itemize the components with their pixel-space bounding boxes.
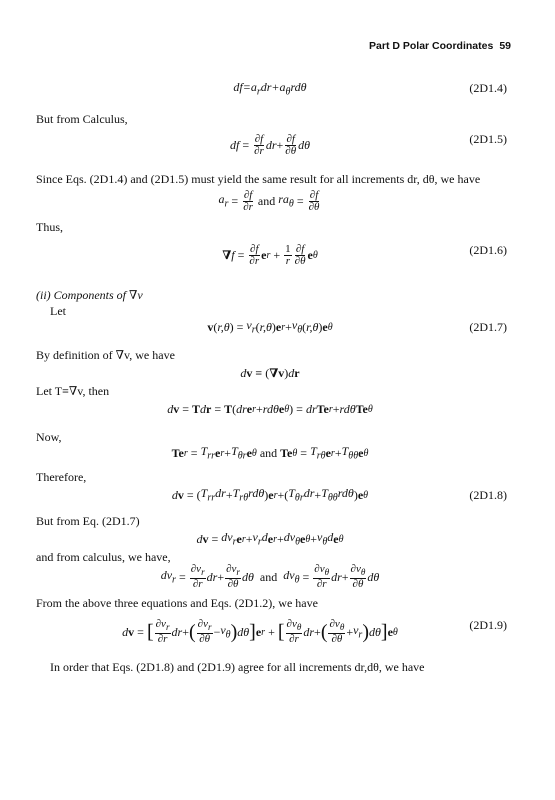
equation-2d1-8: d v = ( $T_{rr}dr$ + $T_{r\theta}rd\theta$ ) e r +( $T_{\theta r}dr$ + $T_{\theta\theta}rd\theta$ ) e θ [171,486,369,504]
equation-2d1-6: ∇ f = $\frac{\partial f}{\partial r}$ e r + $\frac{1}{r}$ $\frac{\partial f}{\partial\theta}$ e θ [222,242,318,267]
equation-dvr-dvtheta: $dv_r$ = $\frac{\partial v_r}{\partial r}$ dr + $\frac{\partial v_r}{\partial\theta}$ dθ and $dv_\theta$ = $\frac{\partial v_\theta}{\partial r}$ dr + $\frac{\partial v_\theta}{\partial\theta}$ dθ [160,562,380,591]
section-heading: (ii) Components of ∇v [36,288,143,302]
equation-2d1-7: v ( r,θ ) = $v_r$ ( r,θ ) e r + $v_\theta$ ( r,θ ) e θ [207,318,333,336]
text-from-above: From the above three equations and Eqs. (2D1.2), we have [36,596,318,610]
equation-dv-t: d v = T d r = T ( dr e r + rdθ e θ ) = dr Te r + rdθ Te θ [167,401,373,416]
eq-number-2d1-7: (2D1.7) [469,320,507,334]
equation-2d1-9: d v = [ $\frac{\partial v_r}{\partial r}$ dr + ( $\frac{\partial v_r}{\partial\theta}$ − $v_\theta$ ) dθ ] e r + [ $\frac{\partial v_\theta}{\partial r}$ dr + ( $\frac{\partial v_\theta}{\partial\theta}$ + $v_r$ ) dθ ] e θ [122,617,398,646]
text-since: Since Eqs. (2D1.4) and (2D1.5) must yield the same result for all increments dr, dθ, we have [36,172,481,186]
text-and-from-calculus: and from calculus, we have, [36,550,171,564]
running-header [369,40,511,52]
page-number: 59 [499,40,511,52]
equation-te: Te r = $T_{rr}$ e r + $T_{\theta r}$ e θ and Te θ = $T_{r\theta}$ e r + $T_{\theta\theta}$ e θ [171,444,369,462]
text-let-t: Let T≡∇v, then [36,384,110,398]
eq-number-2d1-4: (2D1.4) [469,81,507,95]
text-let: Let [50,304,66,318]
text-therefore: Therefore, [36,470,87,484]
text-by-definition: By definition of ∇v, we have [36,348,175,362]
and-word: and [257,193,276,208]
eq-number-2d1-9: (2D1.9) [469,618,507,632]
eq-number-2d1-6: (2D1.6) [469,243,507,257]
text-thus: Thus, [36,220,63,234]
running-title: Part D Polar Coordinates [369,40,494,52]
equation-components-a: $a_r$ = $\frac{\partial f}{\partial r}$ and $ra_\theta$ = $\frac{\partial f}{\partial\theta}$ [218,188,320,213]
text-but-from-eq: But from Eq. (2D1.7) [36,514,140,528]
equation-dv-expand: d v = $dv_r$ e r + $v_rd$ e r + $dv_\theta$ e θ + $v_\theta d$ e θ [196,530,344,548]
equation-2d1-4: $df=a_rdr+a_\theta rd\theta$ [233,80,307,98]
equation-2d1-5: df = $\frac{\partial f}{\partial r}$ dr + $\frac{\partial f}{\partial\theta}$ dθ [229,132,311,157]
text-in-order: In order that Eqs. (2D1.8) and (2D1.9) agree for all increments dr,dθ, we have [50,660,425,674]
text-now: Now, [36,430,62,444]
eq-number-2d1-5: (2D1.5) [469,132,507,146]
equation-dv-def: d v ≡ ( ∇v ) d r [240,365,300,380]
text-but-from-calculus: But from Calculus, [36,112,128,126]
eq-number-2d1-8: (2D1.8) [469,488,507,502]
